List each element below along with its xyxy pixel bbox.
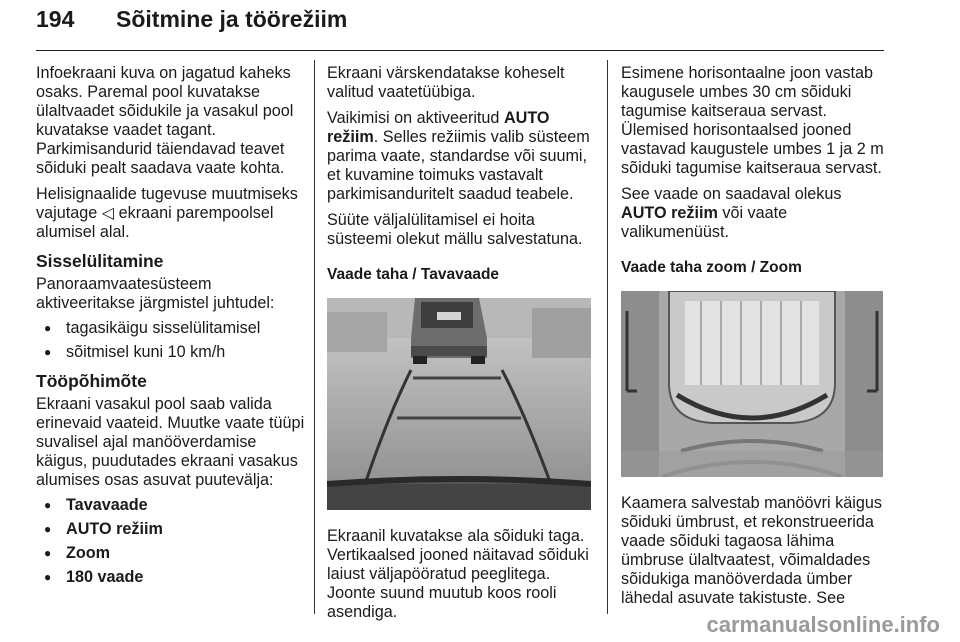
operation-paragraph: Ekraani vasakul pool saab valida erinevaid vaateid. Muutke vaate tüüpi suvalisel ajal manööverdamise käigus, puudutades ekraani vasakus alumises osas asuvat puutevälja: — [36, 395, 305, 489]
activation-list — [36, 319, 308, 362]
column-middle — [327, 64, 597, 629]
list-item: ● Tavavaade — [36, 496, 308, 515]
rear-view-heading: Vaade taha / Tavavaade — [327, 266, 500, 283]
list-item: ● 180 vaade — [36, 568, 308, 587]
availability-paragraph: See vaade on saadaval olekus AUTO režiim või vaate valikumenüüst. — [621, 185, 842, 241]
auto-mode-paragraph: Vaikimisi on aktiveeritud AUTO režiim. Selles režiimis valib süsteem parima vaate, standardse või suumi, et kuvamine toimuks vastavalt parkimisanduritelt saadud teabele. — [327, 109, 590, 203]
zoom-view-heading: Vaade taha zoom / Zoom — [621, 259, 802, 276]
update-paragraph: Ekraani värskendatakse koheselt valitud vaatetüübiga. — [327, 64, 565, 101]
list-item: ● sõitmisel kuni 10 km/h — [36, 343, 308, 362]
column-right — [621, 64, 891, 615]
view-list — [36, 496, 308, 587]
activation-heading: Sisselülitamine — [36, 251, 164, 271]
watermark: carmanualsonline.info — [706, 612, 940, 637]
column-divider-left — [314, 60, 315, 614]
volume-triangle-icon: ◁ — [101, 204, 115, 222]
column-divider-right — [607, 60, 608, 614]
page-header — [36, 0, 884, 51]
rear-camera-image — [327, 298, 591, 510]
zoom-camera-image — [621, 291, 883, 477]
list-item: ● AUTO režiim — [36, 520, 308, 539]
list-item: ● Zoom — [36, 544, 308, 563]
distance-lines-paragraph: Esimene horisontaalne joon vastab kaugusele umbes 30 cm sõiduki tagumise kaitseraua servast. Ülemised horisontaalsed jooned vastavad kaugustele umbes 1 ja 2 m sõiduki tagumise kaitseraua servast. — [621, 64, 884, 177]
operation-heading: Tööpõhimõte — [36, 371, 147, 391]
activation-paragraph: Panoraamvaatesüsteem aktiveeritakse järgmistel juhtudel: — [36, 275, 275, 312]
rear-view-paragraph: Ekraanil kuvatakse ala sõiduki taga. Vertikaalsed jooned näitavad sõiduki laiust väljapööratud peeglitega. Joonte suund muutub koos rooli asendiga. — [327, 527, 589, 621]
ignition-paragraph: Süüte väljalülitamisel ei hoita süsteemi olekut mällu salvestatuna. — [327, 211, 583, 248]
list-item: ● tagasikäigu sisselülitamisel — [36, 319, 308, 338]
page-number: 194 — [36, 6, 75, 32]
camera-paragraph: Kaamera salvestab manöövri käigus sõiduki ümbrust, et rekonstrueerida vaade sõiduki tagaosa lähima ümbruse ülaltvaatest, võimaldades sõidukiga manööverdada ümber lähedal asuvate takistuste. See — [621, 494, 882, 607]
volume-paragraph: Helisignaalide tugevuse muutmiseks vajutage ◁ ekraani parempoolsel alumisel alal. — [36, 185, 298, 241]
column-left — [36, 64, 308, 592]
intro-paragraph: Infoekraani kuva on jagatud kaheks osaks. Paremal pool kuvatakse ülaltvaadet sõidukile ja vasakul pool kuvatakse vaadet tagant. Parkimisandurid täiendavad teavet sõiduki pealt saadava vaate kohta. — [36, 64, 294, 177]
page-title: Sõitmine ja töörežiim — [116, 6, 348, 32]
